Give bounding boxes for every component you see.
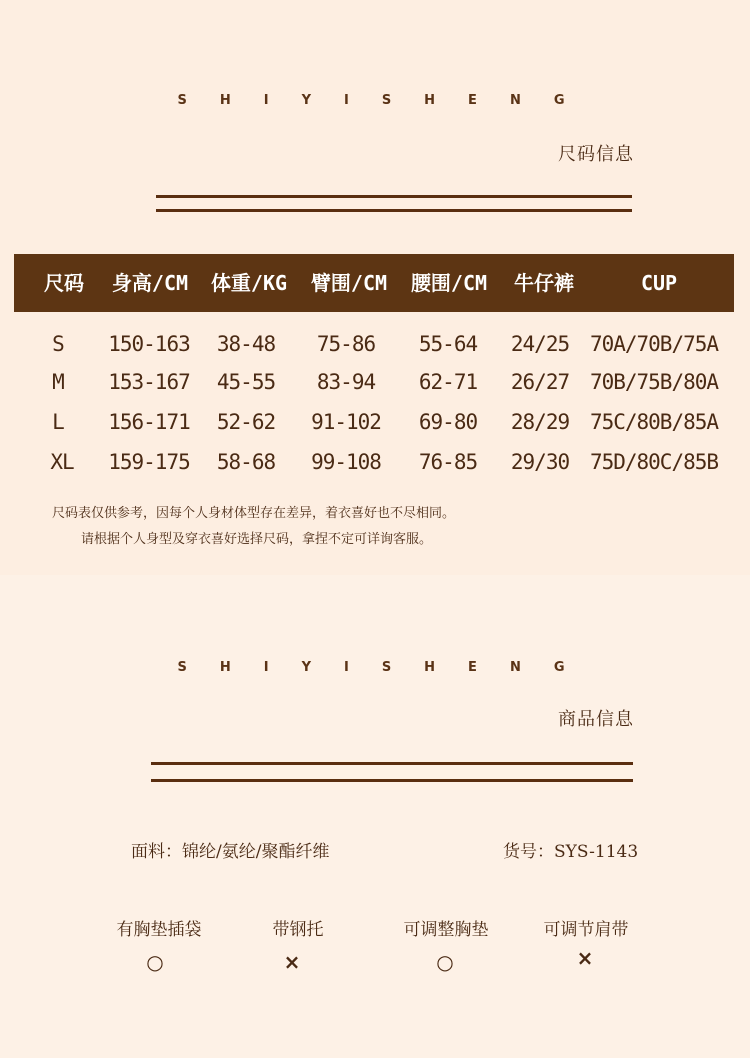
fabric-info: 面料：锦纶/氨纶/聚酯纤维 — [131, 842, 330, 862]
row-weight: 52-62 — [216, 410, 276, 434]
feature-pad-pocket-label: 有胸垫插袋 — [116, 920, 202, 940]
divider-line — [156, 209, 632, 212]
row-height: 159-175 — [108, 450, 190, 474]
header-waist: 腰围/CM — [410, 271, 488, 295]
row-height: 150-163 — [108, 332, 190, 356]
feature-underwire-mark: × — [283, 950, 301, 974]
row-arm: 83-94 — [316, 370, 376, 394]
row-weight: 58-68 — [216, 450, 276, 474]
row-size: XL — [50, 450, 74, 474]
row-jeans: 26/27 — [510, 370, 570, 394]
row-height: 153-167 — [108, 370, 190, 394]
row-waist: 76-85 — [418, 450, 478, 474]
row-size: L — [52, 410, 64, 434]
row-cup: 75D/80C/85B — [589, 450, 719, 474]
row-arm: 99-108 — [311, 450, 381, 474]
header-size: 尺码 — [44, 271, 84, 295]
size-note-line1: 尺码表仅供参考，因每个人身材体型存在差异，着衣喜好也不尽相同。 — [52, 506, 456, 521]
row-waist: 62-71 — [418, 370, 478, 394]
row-waist: 69-80 — [418, 410, 478, 434]
header-cup: CUP — [640, 271, 678, 295]
size-note-line2: 请根据个人身型及穿衣喜好选择尺码，拿捏不定可详询客服。 — [81, 532, 433, 547]
header-height: 身高/CM — [111, 271, 189, 295]
feature-adjustable-pad-label: 可调整胸垫 — [403, 920, 489, 940]
divider-line — [151, 762, 633, 765]
row-weight: 38-48 — [216, 332, 276, 356]
header-jeans: 牛仔裤 — [514, 271, 574, 295]
brand-name: SHIYISHENG — [177, 93, 598, 108]
row-arm: 75-86 — [316, 332, 376, 356]
row-jeans: 24/25 — [510, 332, 570, 356]
item-number: 货号：SYS-1143 — [503, 842, 639, 862]
divider-line — [151, 779, 633, 782]
feature-adjustable-pad-mark: ○ — [436, 950, 454, 974]
size-table-header — [14, 254, 734, 312]
row-cup: 75C/80B/85A — [589, 410, 719, 434]
feature-adjustable-strap-mark: × — [576, 946, 594, 970]
row-jeans: 29/30 — [510, 450, 570, 474]
header-arm: 臂围/CM — [310, 271, 388, 295]
feature-pad-pocket-mark: ○ — [146, 950, 164, 974]
divider-line — [156, 195, 632, 198]
feature-adjustable-strap-label: 可调节肩带 — [543, 920, 629, 940]
feature-underwire-label: 带钢托 — [272, 920, 324, 940]
row-weight: 45-55 — [216, 370, 276, 394]
row-arm: 91-102 — [311, 410, 381, 434]
row-size: S — [52, 332, 64, 356]
product-info-panel — [0, 575, 750, 1058]
size-section-title: 尺码信息 — [558, 144, 634, 165]
row-size: M — [52, 370, 64, 394]
row-height: 156-171 — [108, 410, 190, 434]
row-cup: 70B/75B/80A — [589, 370, 719, 394]
row-waist: 55-64 — [418, 332, 478, 356]
header-weight: 体重/KG — [210, 271, 288, 295]
brand-name: SHIYISHENG — [177, 660, 598, 675]
product-section-title: 商品信息 — [558, 709, 634, 730]
row-jeans: 28/29 — [510, 410, 570, 434]
row-cup: 70A/70B/75A — [589, 332, 719, 356]
